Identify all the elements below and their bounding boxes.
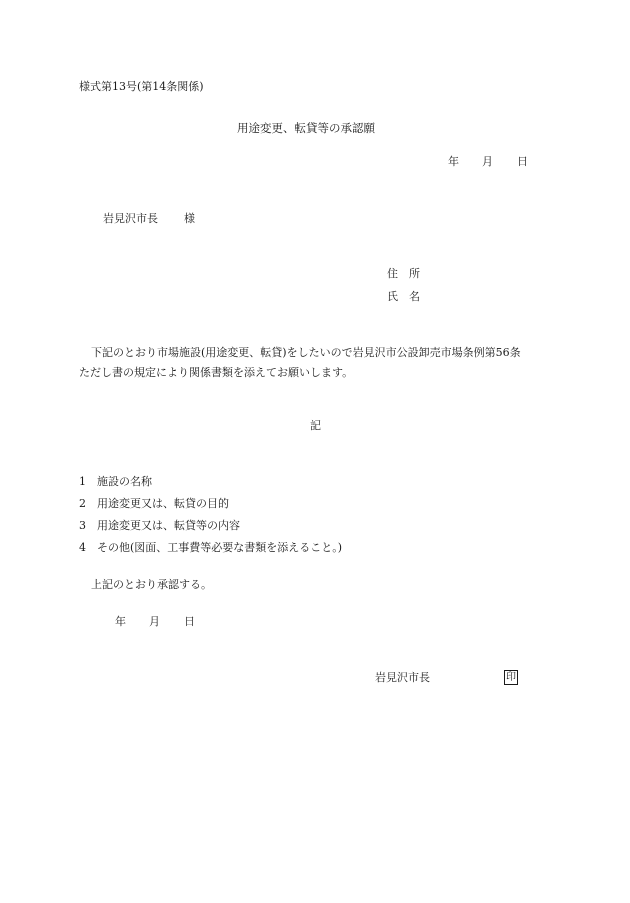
date-top-day: 日	[517, 155, 528, 168]
item-text: 施設の名称	[97, 475, 152, 488]
approval-text: 上記のとおり承認する。	[91, 578, 212, 591]
date-top-year: 年	[448, 155, 459, 168]
body-text-line2: ただし書の規定により関係書類を添えてお願いします。	[79, 366, 354, 379]
item-number: 2	[79, 497, 86, 510]
date-bottom-day: 日	[184, 615, 195, 628]
list-item	[79, 519, 240, 533]
date-bottom-year: 年	[115, 615, 126, 628]
item-number: 1	[79, 475, 86, 488]
item-number: 3	[79, 519, 86, 532]
seal-mark	[504, 670, 518, 685]
form-number: 様式第13号(第14条関係)	[79, 80, 204, 93]
addressee-honorific: 様	[184, 212, 195, 225]
seal-label: 印	[506, 672, 516, 683]
item-number: 4	[79, 541, 86, 554]
date-bottom-month: 月	[149, 615, 160, 628]
body-text-line1: 下記のとおり市場施設(用途変更、転貸)をしたいので岩見沢市公設卸売市場条例第56条	[91, 346, 521, 359]
applicant-name-label: 氏 名	[387, 290, 420, 303]
list-item	[79, 541, 342, 555]
list-item	[79, 475, 152, 489]
signature-authority: 岩見沢市長	[375, 671, 430, 684]
list-item	[79, 497, 229, 511]
applicant-address-label: 住 所	[387, 267, 420, 280]
addressee-name: 岩見沢市長	[103, 212, 158, 225]
ki-heading: 記	[310, 419, 321, 432]
item-text: 用途変更又は、転貸の目的	[97, 497, 229, 510]
item-text: 用途変更又は、転貸等の内容	[97, 519, 240, 532]
date-top-month: 月	[482, 155, 493, 168]
item-text: その他(図面、工事費等必要な書類を添えること。)	[97, 541, 343, 554]
document-title: 用途変更、転貸等の承認願	[237, 121, 375, 135]
